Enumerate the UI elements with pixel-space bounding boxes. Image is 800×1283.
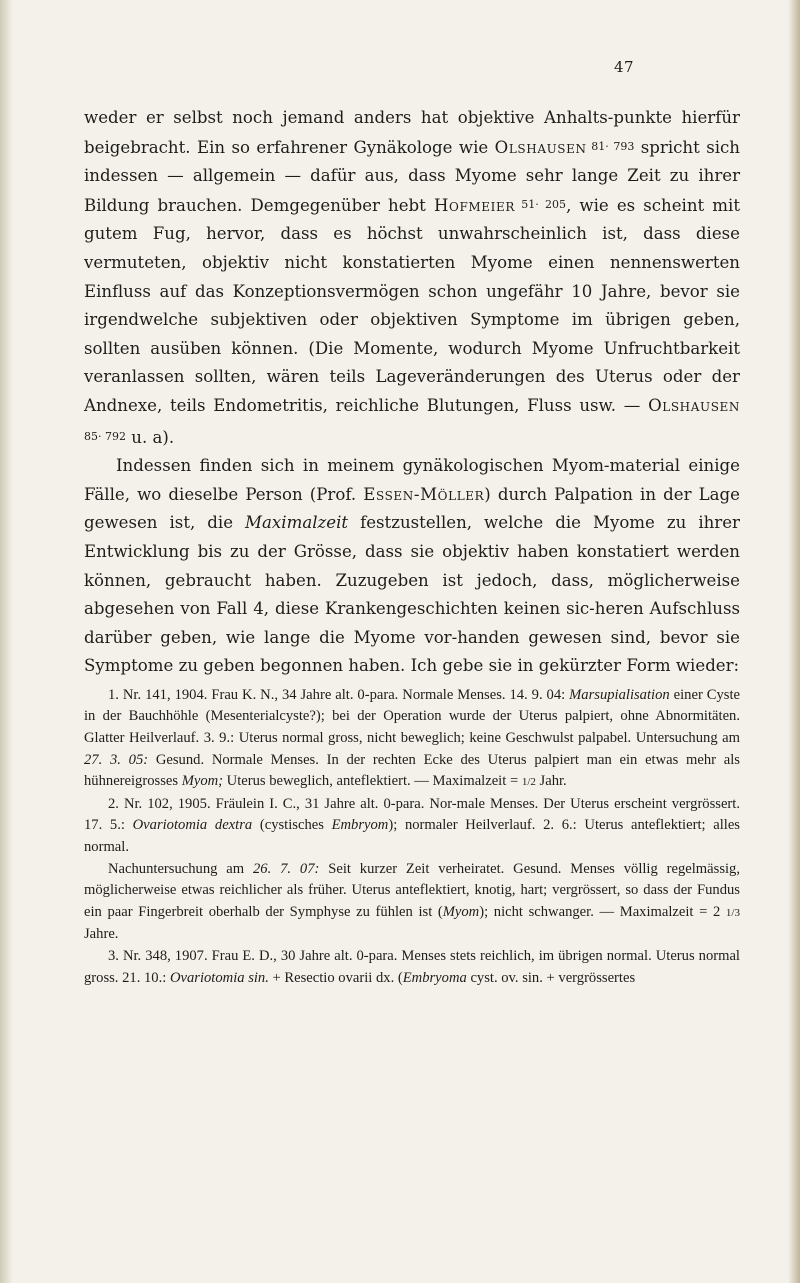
citation-ref: 81· 793 (586, 139, 635, 153)
text-run: ); nicht schwanger. — Maximalzeit = 2 (479, 903, 726, 920)
italic-run: Embryoma (402, 969, 467, 986)
body-paragraph (84, 452, 740, 681)
text-run: weder er selbst noch jemand anders hat objektive Anhalts-punkte hierfür beigebracht. Ein so erfahrener Gynäkologe wie (84, 108, 740, 157)
citation-ref: 85· 792 (84, 429, 126, 443)
text-run: festzustellen, welche die Myome zu ihrer Entwicklung bis zu der Grösse, dass sie objektiv haben konstatiert werden können, gebraucht haben. Zuzugeben ist jedoch, dass, möglicherweise abgesehen von Fall 4, diese Krankengeschichten keinen sic-heren Aufschluss darüber geben, wie lange die Myome vor-handen gewesen sind, bevor sie Symptome zu geben begonnen haben. Ich gebe sie in gekürzter Form wieder: (84, 513, 740, 676)
text-run: spricht sich indessen — allgemein — dafür aus, dass Myome sehr lange Zeit zu ihrer Bildung brauchen. Demgegenüber hebt (84, 137, 740, 215)
text-run: (cystisches (252, 817, 332, 834)
body-paragraph (84, 104, 740, 452)
text-run: Jahre. (84, 926, 119, 943)
text-run: Jahr. (535, 773, 567, 790)
italic-run: Marsupialisation (569, 686, 670, 703)
italic-run: Myom (442, 903, 480, 920)
case-entry (84, 685, 740, 794)
text-run: ); normaler Heilverlauf. 2. 6.: Uterus anteflektiert; alles normal. (84, 817, 740, 856)
text-run: + Resectio ovarii dx. ( (268, 969, 403, 986)
italic-run: 27. 3. 05: (84, 751, 149, 768)
text-run: , wie es scheint mit gutem Fug, hervor, dass es höchst unwahrscheinlich ist, dass diese vermuteten, objektiv nicht konstatierten Myome einen nennenswerten Einfluss auf das Konzeptionsvermögen schon ungefähr 10 Jahre, bevor sie irgendwelche subjektiven oder objektiven Symptome im übrigen geben, sollten ausüben können. (Die Momente, wodurch Myome Unfruchtbarkeit veranlassen sollten, wären teils Lageveränderungen des Uterus oder der Andnexe, teils Endometritis, reichliche Blutungen, Fluss usw. — (84, 195, 741, 415)
italic-run: Maximalzeit (245, 513, 349, 533)
text-run: ) durch Palpation in der Lage gewesen ist, die (84, 484, 740, 533)
text-run: 3. Nr. 348, 1907. Frau E. D., 30 Jahre alt. 0-para. Menses stets reichlich, im übrigen normal. Uterus normal gross. 21. 10.: (84, 948, 740, 986)
italic-run: Myom; (181, 773, 224, 790)
case-entry (84, 794, 740, 859)
text-run: u. a). (126, 427, 175, 447)
text-run: Nachuntersuchung am (108, 860, 253, 877)
text-run: 1. Nr. 141, 1904. Frau K. N., 34 Jahre alt. 0-para. Normale Menses. 14. 9. 04: (108, 686, 570, 703)
text-run: cyst. ov. sin. + vergrössertes (466, 969, 636, 986)
author-name: Olshausen (648, 395, 740, 415)
italic-run: Ovariotomia dextra (132, 817, 253, 834)
page-number: 47 (614, 58, 635, 76)
case-list (84, 685, 740, 989)
author-name: Essen-Möller (363, 484, 485, 504)
text-column (84, 104, 740, 989)
text-run: Seit kurzer Zeit verheiratet. Gesund. Menses völlig regelmässig, möglicherweise etwas reichlicher als früher. Uterus anteflektiert, knotig, hart; vergrössert, so dass der Fundus ein paar Fingerbreit oberhalb der Symphyse zu fühlen ist ( (84, 860, 740, 920)
fraction: 1/2 (521, 776, 536, 789)
scan-right-edge (788, 0, 800, 1283)
italic-run: Ovariotomia sin. (169, 969, 269, 986)
case-entry (84, 946, 740, 989)
text-run: einer Cyste in der Bauchhöhle (Mesenterialcyste?); bei der Operation wurde der Uterus palpiert, ohne Abnormitäten. Glatter Heilverlauf. 3. 9.: Uterus normal gross, nicht beweglich; keine Geschwulst palpabel. Untersuchung am (84, 686, 740, 747)
author-name: Olshausen (494, 137, 587, 157)
text-run: Indessen finden sich in meinem gynäkologischen Myom-material einige Fälle, wo dieselbe Person (Prof. (84, 456, 740, 504)
citation-ref: 51· 205 (514, 197, 567, 211)
italic-run: 26. 7. 07: (252, 860, 320, 877)
fraction: 1/3 (725, 906, 740, 919)
italic-run: Embryom (331, 817, 389, 834)
author-name: Hofmeier (433, 195, 515, 215)
text-run: 2. Nr. 102, 1905. Fräulein I. C., 31 Jahre alt. 0-para. Nor-male Menses. Der Uterus erscheint vergrössert. 17. 5.: (84, 795, 740, 834)
text-run: Uterus beweglich, anteflektiert. — Maximalzeit = (223, 773, 522, 790)
case-entry (84, 859, 740, 946)
scan-left-edge (0, 0, 13, 1283)
text-run: Gesund. Normale Menses. In der rechten Ecke des Uterus palpiert man ein etwas mehr als hühnereigrosses (84, 751, 740, 790)
